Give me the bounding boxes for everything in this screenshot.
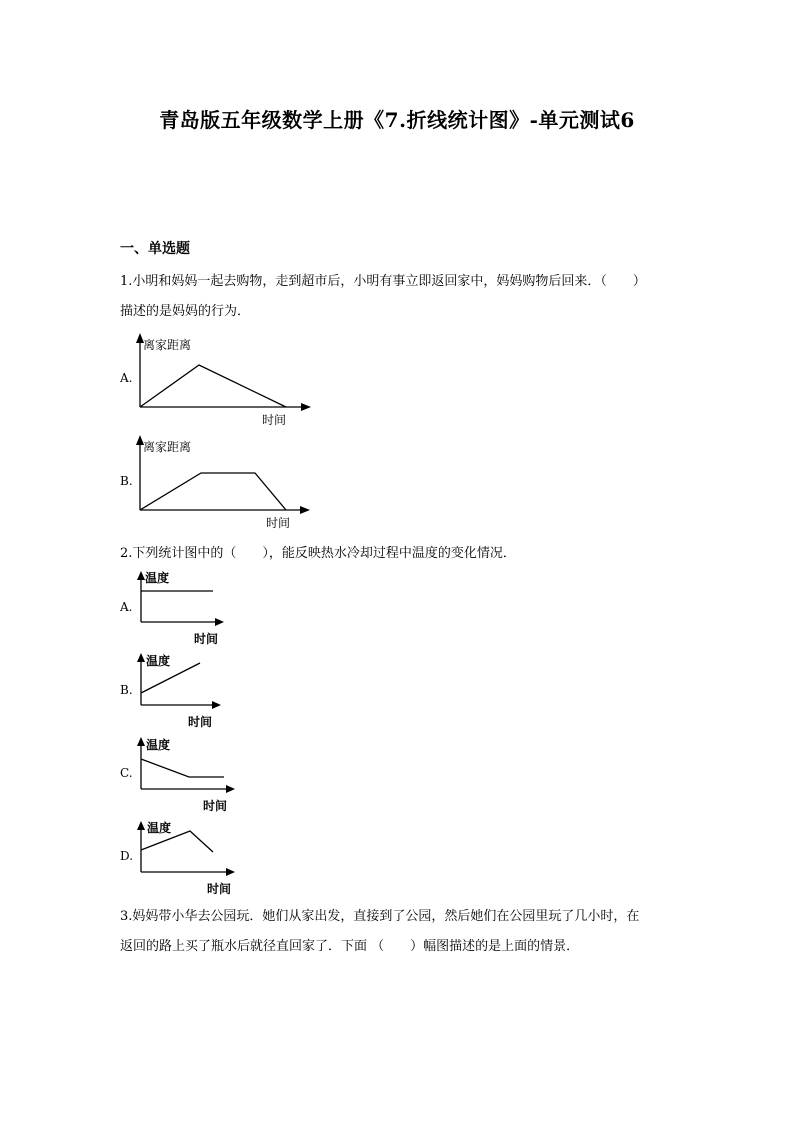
q1-option-a-xlabel: 时间: [262, 413, 287, 427]
q2-option-d-ylabel: 温度: [147, 821, 172, 835]
q2-option-a-letter: A.: [120, 600, 133, 614]
q2-option-d-xlabel: 时间: [207, 882, 232, 896]
q2-option-c-letter: C.: [120, 766, 133, 780]
y-axis-arrow: [137, 821, 145, 830]
question-3-text-line1: 3.妈妈带小华去公园玩．她们从家出发，直接到了公园，然后她们在公园里玩了几小时，在: [120, 909, 640, 924]
question-1-text-line1: 1.小明和妈妈一起去购物，走到超市后，小明有事立即返回家中，妈妈购物后回来．（ ）: [120, 274, 646, 289]
temperature-line: [141, 831, 213, 852]
q2-option-c-ylabel: 温度: [146, 738, 171, 752]
q1-option-b-ylabel: 离家距离: [143, 440, 192, 454]
q1-option-a-letter: A.: [120, 371, 133, 385]
x-axis-arrow: [226, 868, 235, 876]
q1-option-b-xlabel: 时间: [266, 516, 291, 530]
question-1-text-line2: 描述的是妈妈的行为．: [120, 304, 251, 319]
section-heading: 一、单选题: [120, 241, 190, 257]
q2-option-d-letter: D.: [120, 849, 134, 863]
question-2-text: 2.下列统计图中的（ ），能反映热水冷却过程中温度的变化情况．: [120, 546, 516, 561]
document-title: 青岛版五年级数学上册《7.折线统计图》-单元测试6: [159, 108, 635, 132]
q2-option-b-letter: B.: [120, 683, 133, 697]
q2-option-a-xlabel: 时间: [194, 632, 219, 646]
q2-option-a-ylabel: 温度: [145, 571, 170, 585]
question-3-text-line2: 返回的路上买了瓶水后就径直回家了．下面 （ ）幅图描述的是上面的情景．: [120, 939, 580, 954]
q1-option-a-ylabel: 离家距离: [143, 338, 192, 352]
q2-option-b-ylabel: 温度: [146, 654, 171, 668]
q1-option-b-letter: B.: [120, 474, 133, 488]
q2-option-b-xlabel: 时间: [188, 715, 213, 729]
q2-option-c-xlabel: 时间: [203, 799, 228, 813]
